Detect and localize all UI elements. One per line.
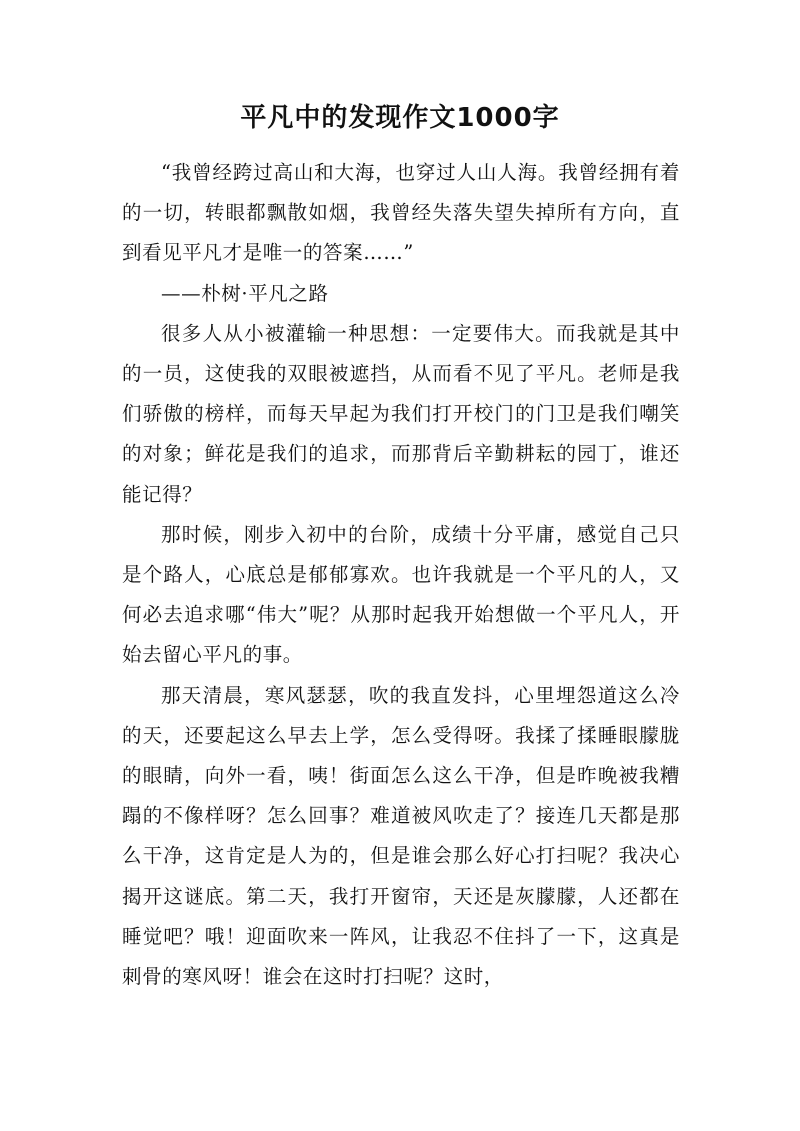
document-body bbox=[122, 153, 680, 997]
paragraph: 那时候，刚步入初中的台阶，成绩十分平庸，感觉自己只是个路人，心底总是郁郁寡欢。也许我就是一个平凡的人，又何必去追求哪“伟大”呢？从那时起我开始想做一个平凡人，开始去留心平凡的事。 bbox=[122, 522, 680, 667]
paragraph-quote: “我曾经跨过高山和大海，也穿过人山人海。我曾经拥有着的一切，转眼都飘散如烟，我曾经失落失望失掉所有方向，直到看见平凡才是唯一的答案……” bbox=[122, 161, 680, 265]
document-title: 平凡中的发现作文1000字 bbox=[240, 103, 560, 133]
paragraph: 那天清晨，寒风瑟瑟，吹的我直发抖，心里埋怨道这么冷的天，还要起这么早去上学，怎么受得呀。我揉了揉睡眼朦胧的眼睛，向外一看，咦！街面怎么这么干净，但是昨晚被我糟蹋的不像样呀？怎么回事？难道被风吹走了？接连几天都是那么干净，这肯定是人为的，但是谁会那么好心打扫呢？我决心揭开这谜底。第二天，我打开窗帘，天还是灰朦朦，人还都在睡觉吧？哦！迎面吹来一阵风，让我忍不住抖了一下，这真是刺骨的寒风呀！谁会在这时打扫呢？这时， bbox=[122, 683, 680, 989]
paragraph: 很多人从小被灌输一种思想：一定要伟大。而我就是其中的一员，这使我的双眼被遮挡，从而看不见了平凡。老师是我们骄傲的榜样，而每天早起为我们打开校门的门卫是我们嘲笑的对象；鲜花是我们的追求，而那背后辛勤耕耘的园丁，谁还能记得？ bbox=[122, 321, 680, 506]
paragraph-attribution: ——朴树·平凡之路 bbox=[161, 281, 329, 305]
